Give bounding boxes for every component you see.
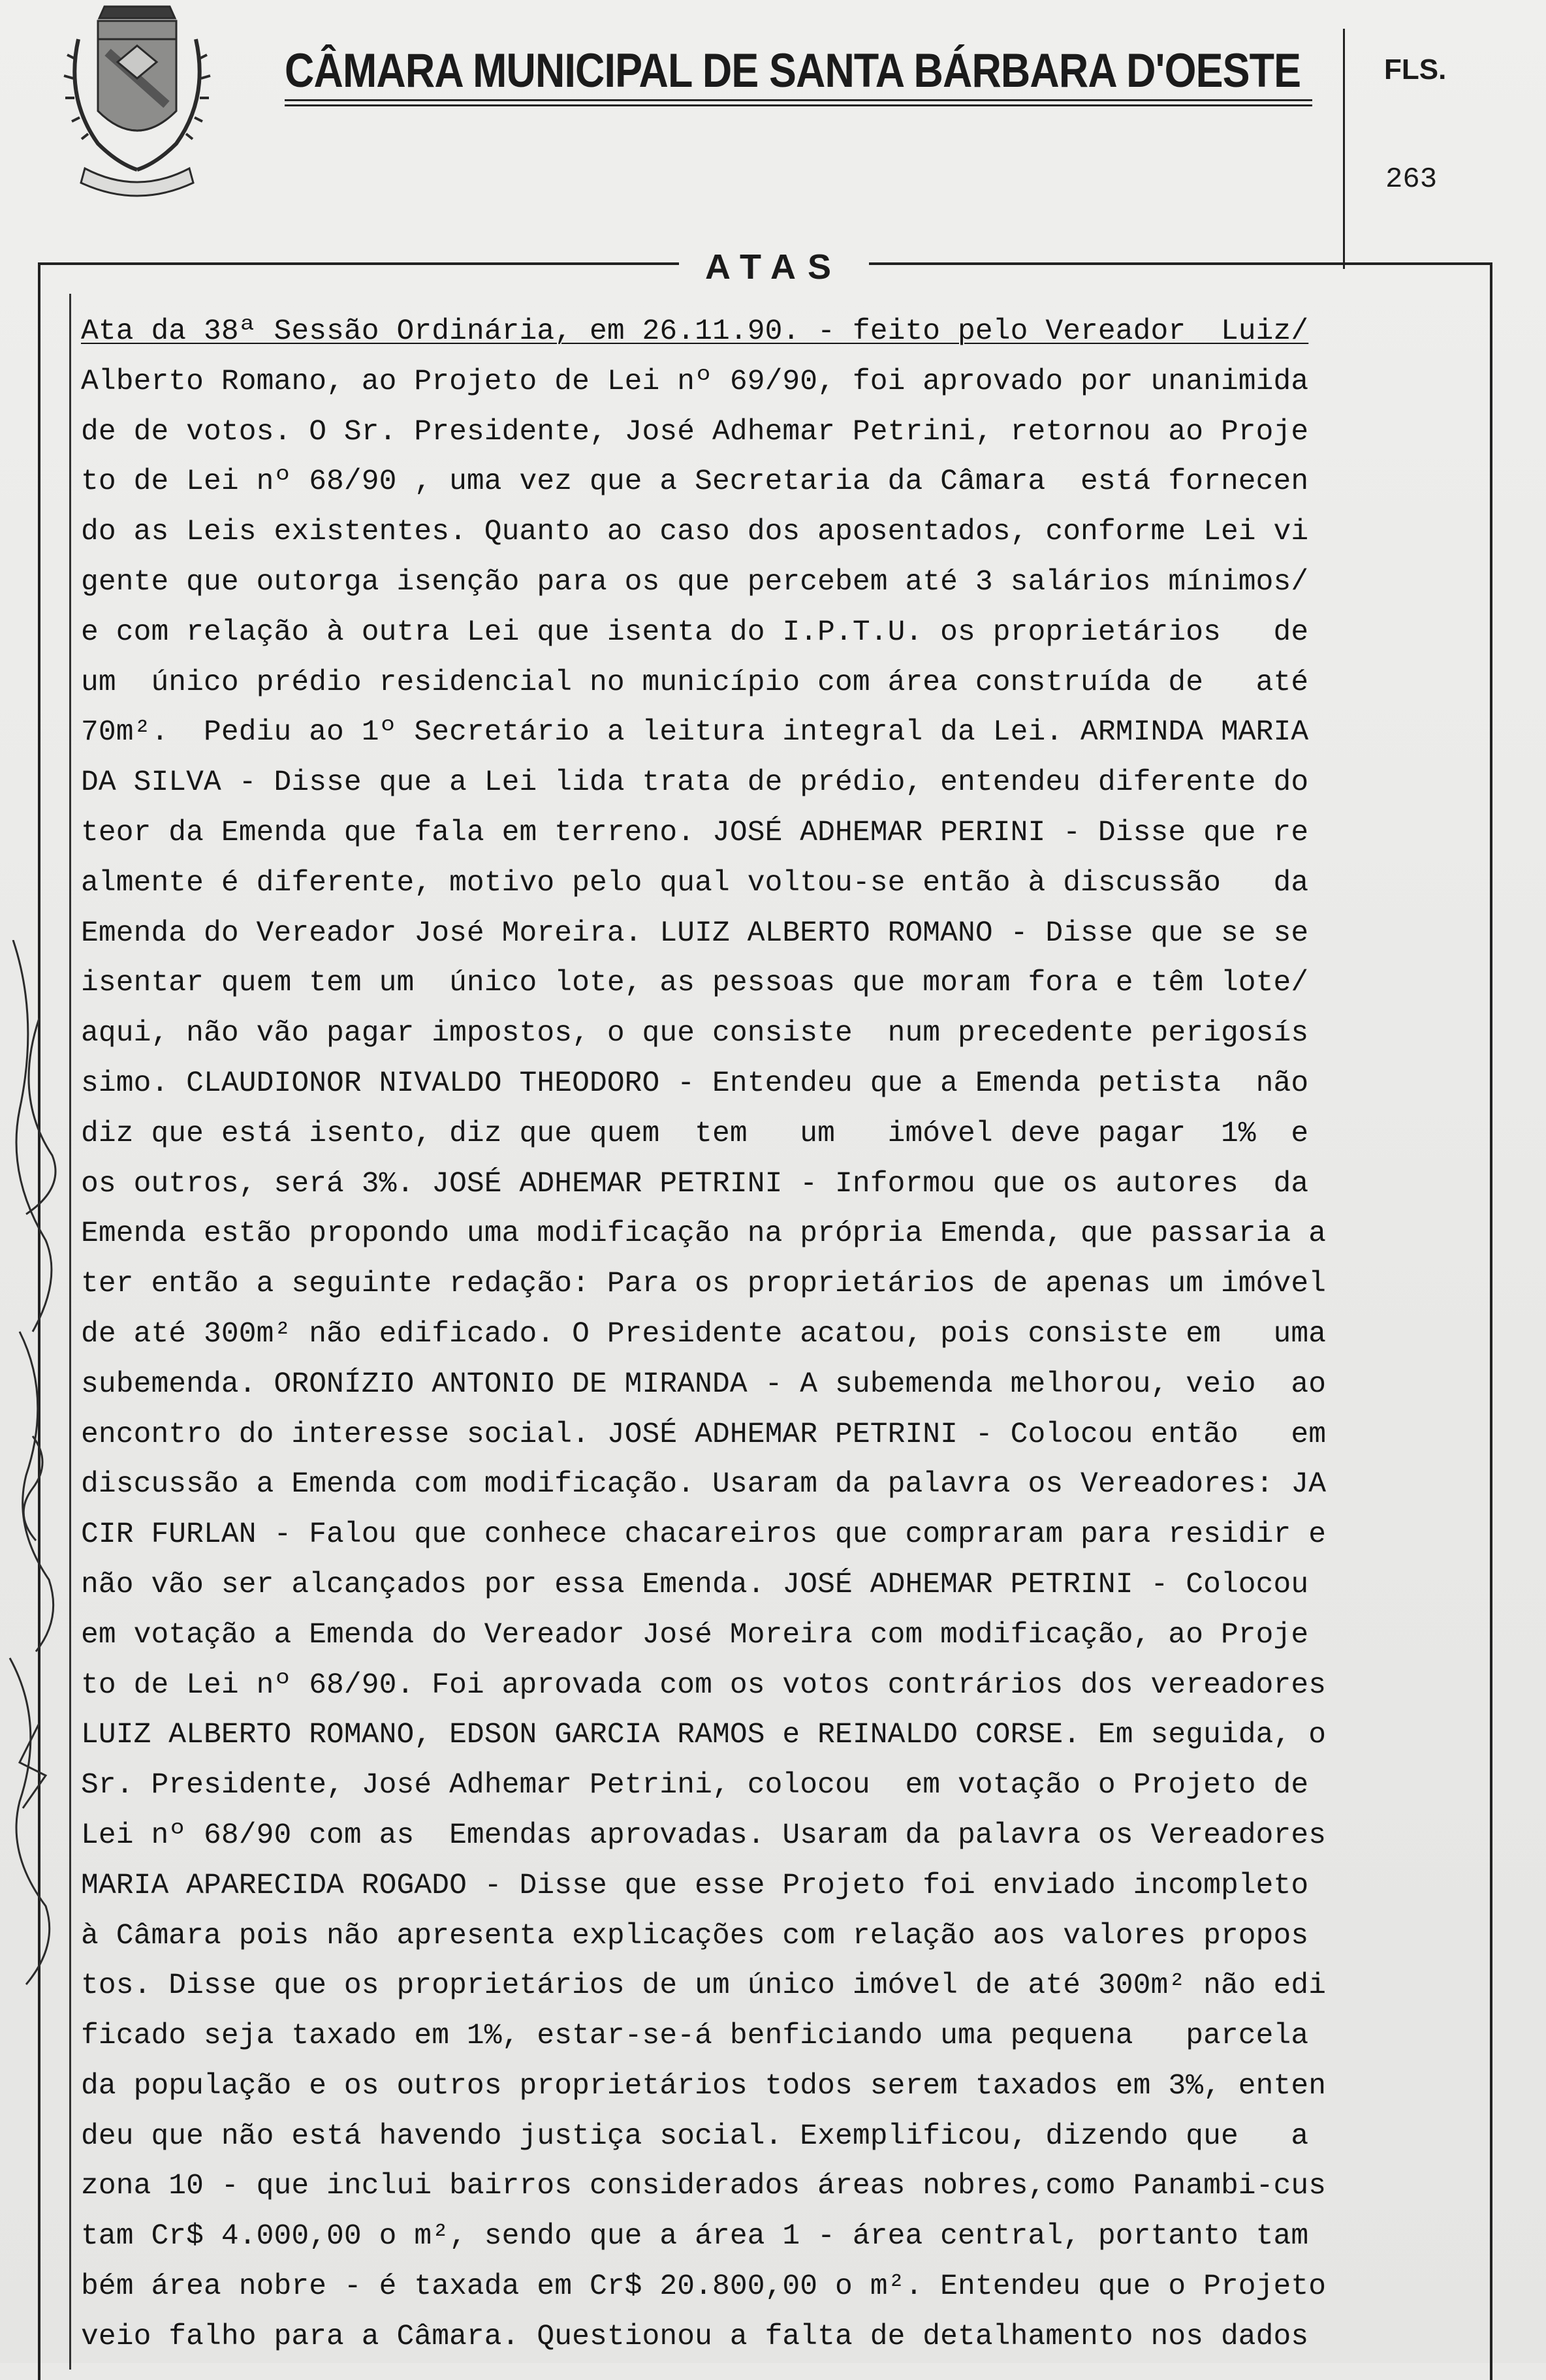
- title-underline-top: [285, 99, 1312, 101]
- text-line: MARIA APARECIDA ROGADO - Disse que esse Projeto foi enviado incompleto: [81, 1869, 1309, 1902]
- text-line: to de Lei nº 68/90 , uma vez que a Secretaria da Câmara está fornecen: [81, 465, 1309, 499]
- text-line: deu que não está havendo justiça social. Exemplificou, dizendo que a: [81, 2120, 1309, 2153]
- text-line: e com relação à outra Lei que isenta do I.P.T.U. os proprietários de: [81, 616, 1309, 649]
- minutes-text: [81, 307, 1491, 2362]
- text-line: Ata da 38ª Sessão Ordinária, em 26.11.90. - feito pelo Vereador Luiz/: [81, 315, 1309, 348]
- text-line: veio falho para a Câmara. Questionou a falta de detalhamento nos dados: [81, 2320, 1309, 2353]
- text-line: 70m². Pediu ao 1º Secretário a leitura integral da Lei. ARMINDA MARIA: [81, 716, 1309, 749]
- text-line: teor da Emenda que fala em terreno. JOSÉ ADHEMAR PERINI - Disse que re: [81, 816, 1309, 849]
- section-title: ATAS: [679, 247, 869, 287]
- handwritten-signature-icon: [0, 940, 72, 2017]
- text-line: bém área nobre - é taxada em Cr$ 20.800,00 o m². Entendeu que o Projeto: [81, 2270, 1327, 2304]
- text-line: tam Cr$ 4.000,00 o m², sendo que a área 1 - área central, portanto tam: [81, 2220, 1309, 2253]
- text-line: de até 300m² não edificado. O Presidente acatou, pois consiste em uma: [81, 1317, 1327, 1351]
- text-line: discussão a Emenda com modificação. Usaram da palavra os Vereadores: JA: [81, 1468, 1327, 1501]
- text-line: DA SILVA - Disse que a Lei lida trata de prédio, entendeu diferente do: [81, 766, 1309, 800]
- header-divider: [1343, 29, 1345, 269]
- text-line: um único prédio residencial no município com área construída de até: [81, 666, 1309, 699]
- text-line: almente é diferente, motivo pelo qual voltou-se então à discussão da: [81, 866, 1309, 900]
- text-line: Sr. Presidente, José Adhemar Petrini, colocou em votação o Projeto de: [81, 1769, 1309, 1802]
- page-number: 263: [1385, 163, 1438, 196]
- text-line: Emenda do Vereador José Moreira. LUIZ ALBERTO ROMANO - Disse que se se: [81, 916, 1309, 950]
- text-line: LUIZ ALBERTO ROMANO, EDSON GARCIA RAMOS e REINALDO CORSE. Em seguida, o: [81, 1719, 1327, 1752]
- text-line: gente que outorga isenção para os que percebem até 3 salários mínimos/: [81, 565, 1309, 599]
- text-line: Lei nº 68/90 com as Emendas aprovadas. Usaram da palavra os Vereadores: [81, 1819, 1327, 1852]
- institution-title: CÂMARA MUNICIPAL DE SANTA BÁRBARA D'OESTE: [285, 44, 1301, 97]
- text-line: ficado seja taxado em 1%, estar-se-á benficiando uma pequena parcela: [81, 2020, 1309, 2053]
- text-line: ter então a seguinte redação: Para os proprietários de apenas um imóvel: [81, 1268, 1327, 1301]
- text-line: to de Lei nº 68/90. Foi aprovada com os votos contrários dos vereadores: [81, 1668, 1327, 1702]
- text-line: Alberto Romano, ao Projeto de Lei nº 69/90, foi aprovado por unanimida: [81, 365, 1309, 398]
- text-line: à Câmara pois não apresenta explicações com relação aos valores propos: [81, 1919, 1309, 1952]
- text-line: da população e os outros proprietários todos serem taxados em 3%, enten: [81, 2069, 1327, 2103]
- text-line: do as Leis existentes. Quanto ao caso dos aposentados, conforme Lei vi: [81, 516, 1309, 549]
- text-line: não vão ser alcançados por essa Emenda. JOSÉ ADHEMAR PETRINI - Colocou: [81, 1568, 1309, 1601]
- text-line: isentar quem tem um único lote, as pessoas que moram fora e têm lote/: [81, 967, 1309, 1000]
- text-line: Emenda estão propondo uma modificação na própria Emenda, que passaria a: [81, 1217, 1327, 1251]
- text-line: diz que está isento, diz que quem tem um imóvel deve pagar 1% e: [81, 1117, 1309, 1150]
- text-line: em votação a Emenda do Vereador José Moreira com modificação, ao Proje: [81, 1618, 1309, 1652]
- municipal-crest-icon: [59, 0, 215, 212]
- text-line: CIR FURLAN - Falou que conhece chacareiros que compraram para residir e: [81, 1518, 1327, 1552]
- text-line: tos. Disse que os proprietários de um único imóvel de até 300m² não edi: [81, 1969, 1327, 2003]
- text-line: encontro do interesse social. JOSÉ ADHEMAR PETRINI - Colocou então em: [81, 1418, 1327, 1451]
- title-underline-bottom: [285, 104, 1312, 106]
- text-line: os outros, será 3%. JOSÉ ADHEMAR PETRINI - Informou que os autores da: [81, 1167, 1309, 1200]
- fls-label: FLS.: [1384, 54, 1447, 86]
- text-line: simo. CLAUDIONOR NIVALDO THEODORO - Entendeu que a Emenda petista não: [81, 1067, 1309, 1100]
- text-line: zona 10 - que inclui bairros considerados áreas nobres,como Panambi-cus: [81, 2170, 1327, 2203]
- text-line: aqui, não vão pagar impostos, o que consiste num precedente perigosís: [81, 1017, 1309, 1050]
- text-line: subemenda. ORONÍZIO ANTONIO DE MIRANDA - A subemenda melhorou, veio ao: [81, 1368, 1327, 1401]
- text-line: de de votos. O Sr. Presidente, José Adhemar Petrini, retornou ao Proje: [81, 415, 1309, 448]
